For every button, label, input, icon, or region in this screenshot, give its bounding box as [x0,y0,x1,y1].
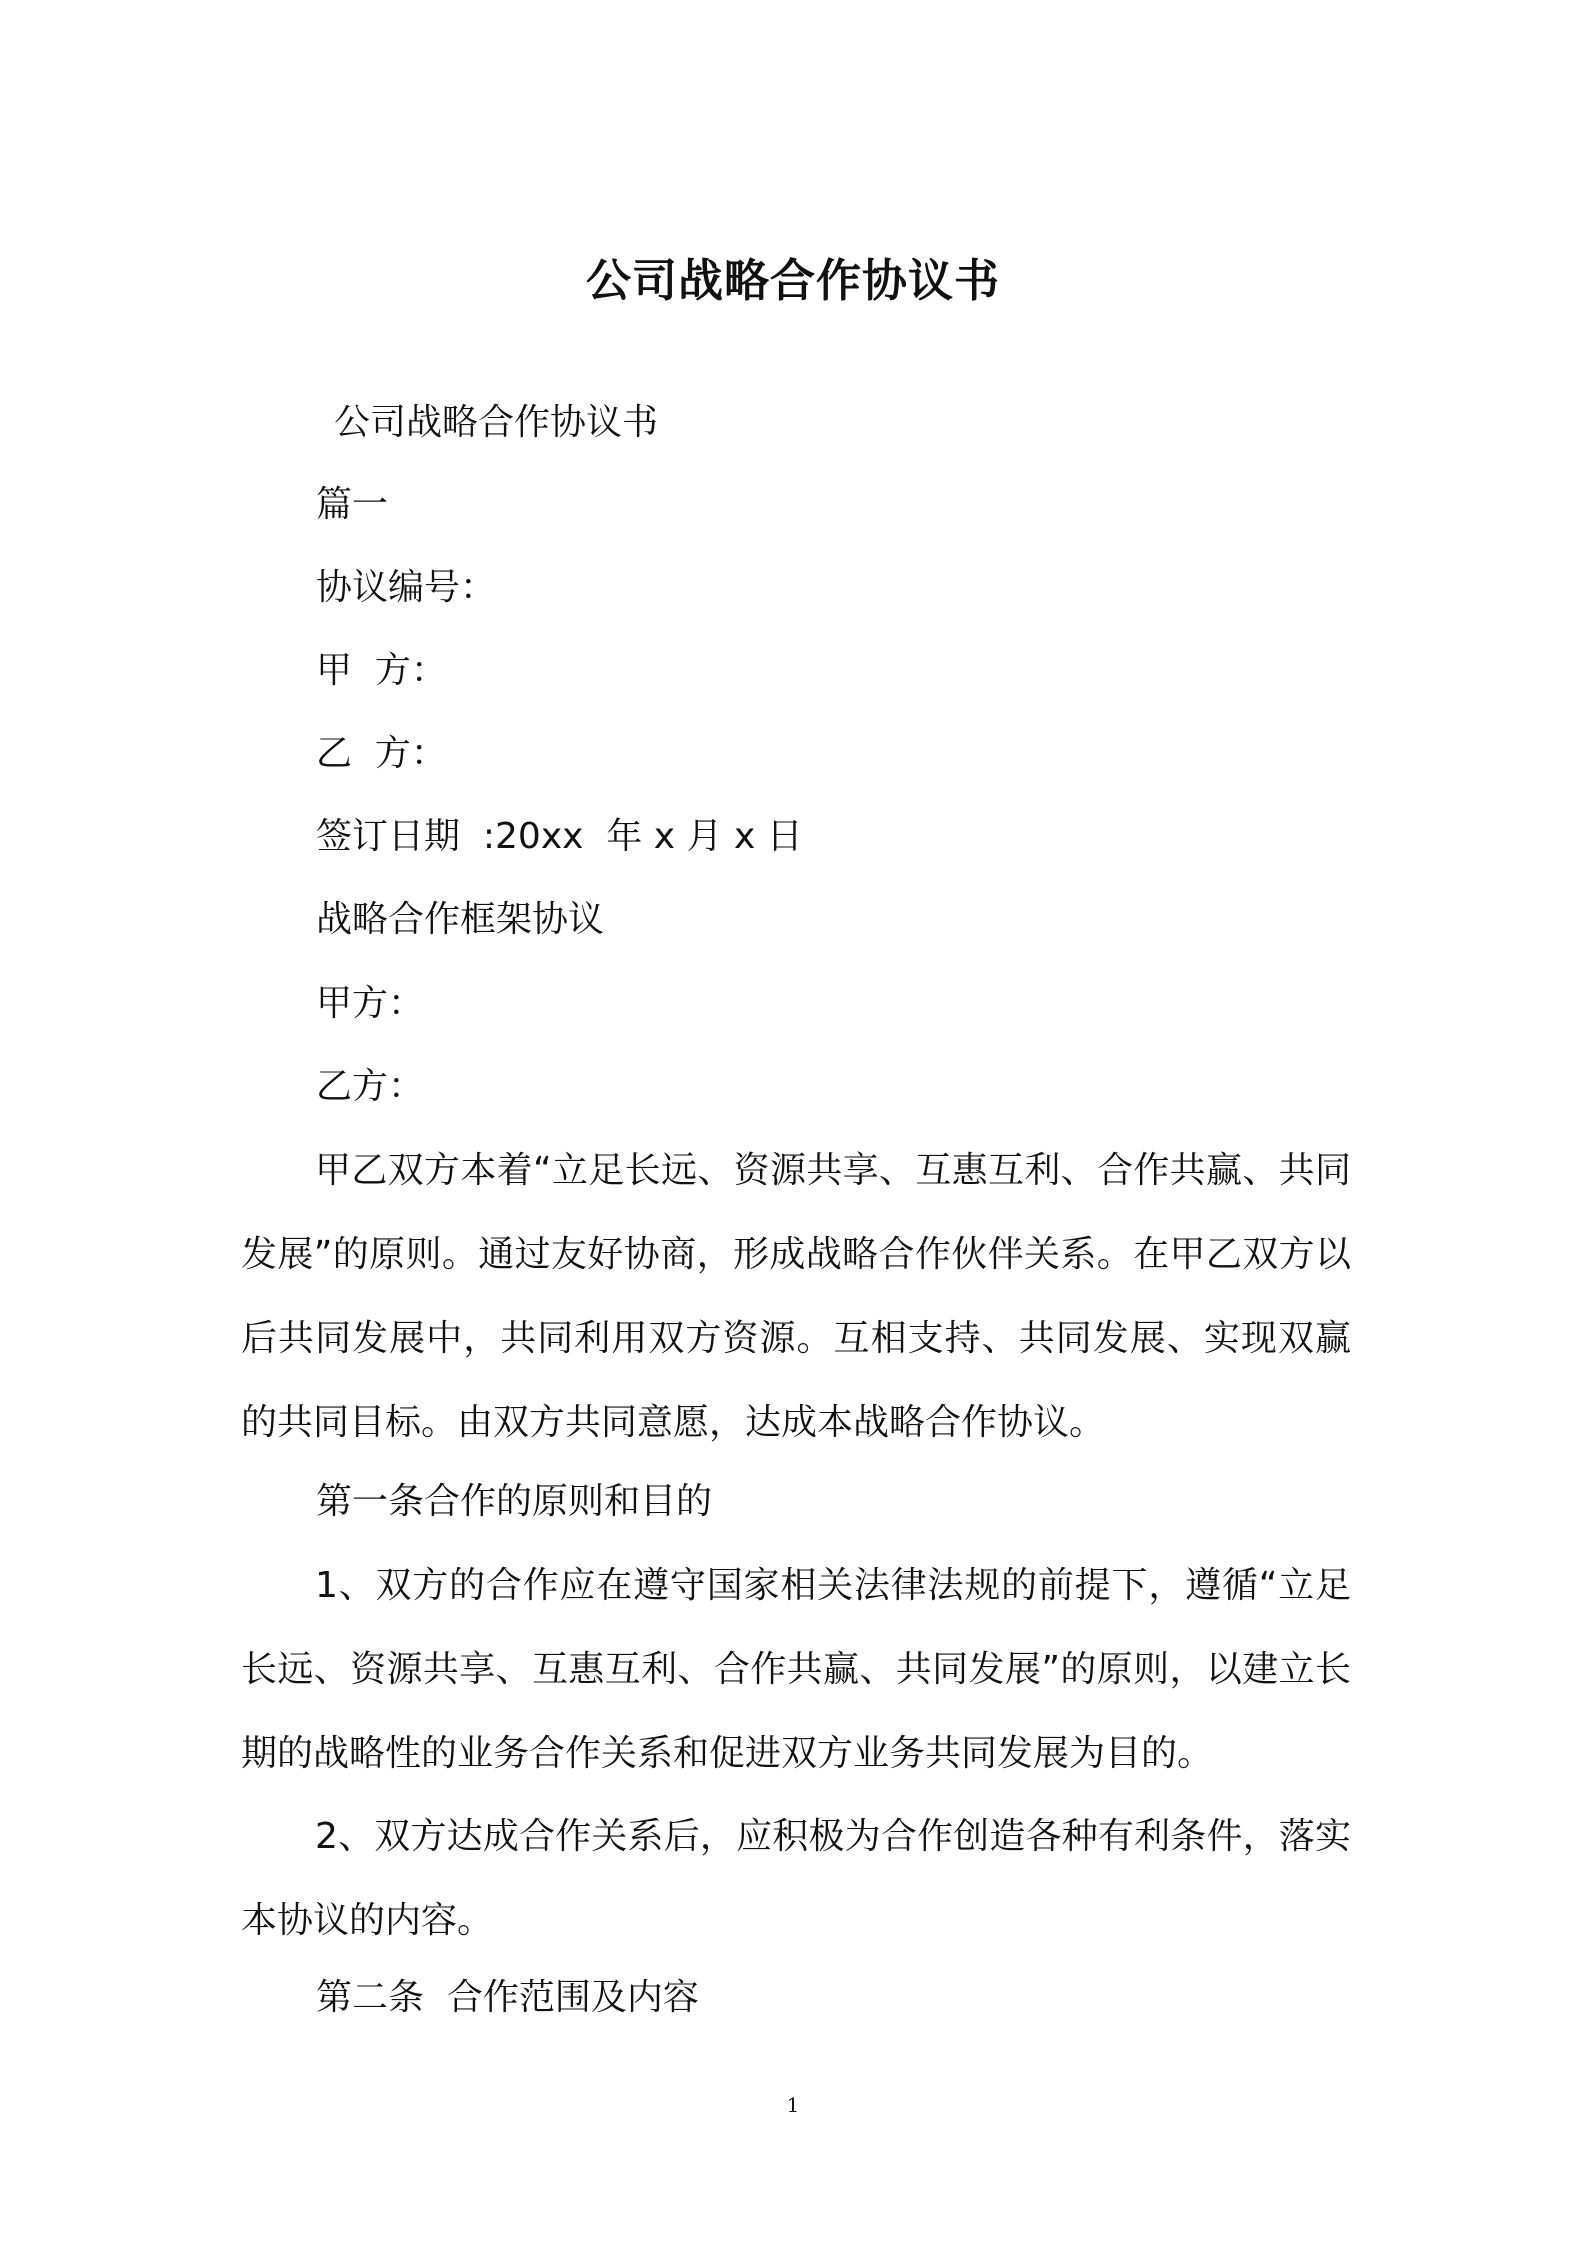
article-1-item-2: 2、双方达成合作关系后，应积极为合作创造各种有利条件，落实本协议的内容。 [241,1816,1351,1941]
article-1-title: 第一条合作的原则和目的 [316,1481,713,1522]
framework-title: 战略合作框架协议 [316,899,605,940]
agreement-number-label: 协议编号： [316,567,497,608]
party-b-label-spaced: 乙 方： [316,733,447,774]
sign-date: 签订日期 :20xx 年 x 月 x 日 [316,816,803,857]
article-1-item-1: 1、双方的合作应在遵守国家相关法律法规的前提下，遵循“立足长远、资源共享、互惠互利、合作共赢、共同发展”的原则，以建立长期的战略性的业务合作关系和促进双方业务共同发展为目的。 [241,1565,1351,1774]
page-number: 1 [786,2093,800,2117]
section-label: 篇一 [316,484,389,525]
intro-paragraph: 甲乙双方本着“立足长远、资源共享、互惠互利、合作共赢、共同发展”的原则。通过友好协商，形成战略合作伙伴关系。在甲乙双方以后共同发展中，共同利用双方资源。互相支持、共同发展、实现双赢的共同目标。由双方共同意愿，达成本战略合作协议。 [241,1150,1351,1443]
party-a-label-spaced: 甲 方： [316,650,447,691]
document-subtitle: 公司战略合作协议书 [334,402,659,443]
party-b-label: 乙方： [316,1066,425,1107]
document-title: 公司战略合作协议书 [585,254,1000,307]
party-a-label: 甲方： [316,983,425,1024]
article-2-title: 第二条 合作范围及内容 [316,1977,699,2018]
